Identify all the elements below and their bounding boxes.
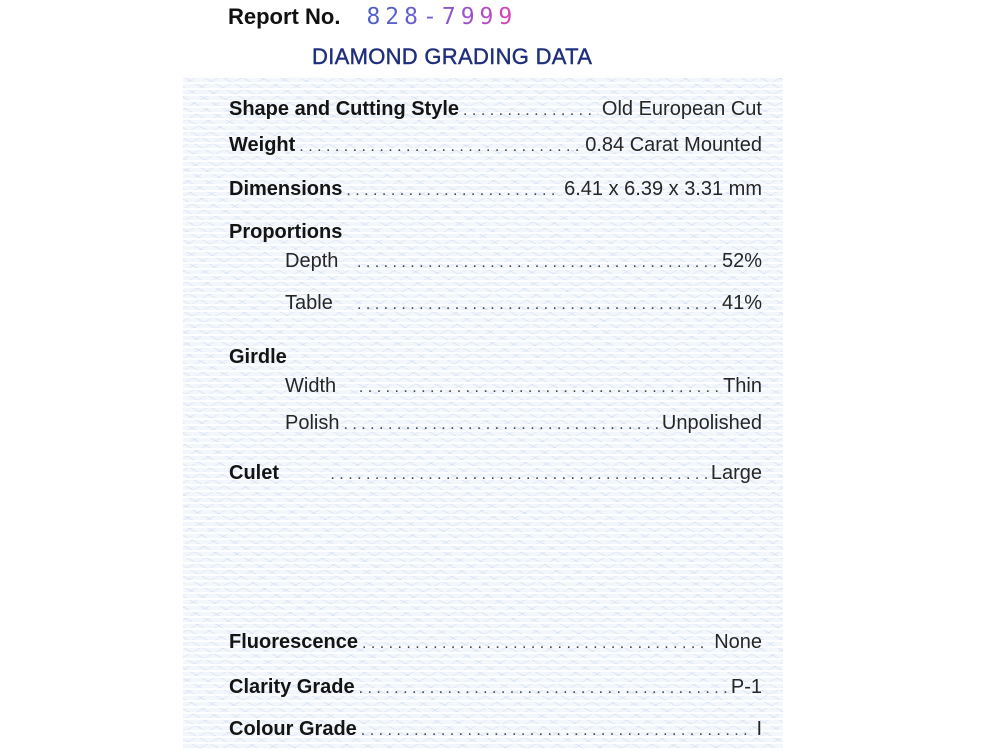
leader-dots — [346, 179, 560, 203]
culet-value: Large — [710, 462, 762, 484]
weight-value: 0.84 Carat Mounted — [585, 134, 762, 156]
shape-label: Shape and Cutting Style — [229, 98, 460, 120]
depth-row — [285, 249, 762, 275]
leader-dots — [299, 135, 581, 159]
proportions-heading: Proportions — [229, 221, 343, 243]
weight-row — [229, 133, 762, 159]
leader-dots — [463, 99, 598, 123]
width-label: Width — [285, 375, 337, 397]
dimensions-label: Dimensions — [229, 178, 343, 200]
leader-dots — [359, 677, 727, 701]
leader-dots — [357, 251, 718, 275]
dimensions-value: 6.41 x 6.39 x 3.31 mm — [564, 178, 762, 200]
leader-dots — [330, 463, 706, 487]
table-label: Table — [285, 292, 333, 314]
fluorescence-label: Fluorescence — [229, 631, 358, 653]
report-number-label: Report No. — [228, 4, 341, 29]
clarity-value: P-1 — [730, 676, 762, 698]
colour-value: I — [756, 718, 762, 740]
shape-row — [229, 97, 762, 123]
girdle-heading: Girdle — [229, 346, 287, 368]
weight-label: Weight — [229, 134, 296, 156]
width-value: Thin — [723, 375, 762, 397]
report-number-value: 828-7999 — [366, 4, 518, 30]
leader-dots — [343, 413, 657, 437]
fluorescence-row — [229, 630, 762, 656]
section-title: DIAMOND GRADING DATA — [312, 44, 593, 69]
polish-row — [285, 411, 762, 437]
fluorescence-value: None — [714, 631, 762, 653]
table-row — [285, 291, 762, 317]
colour-label: Colour Grade — [229, 718, 357, 740]
colour-row — [229, 717, 762, 743]
culet-label: Culet — [229, 462, 279, 484]
leader-dots — [359, 376, 719, 400]
leader-dots — [362, 632, 710, 656]
width-row — [285, 374, 762, 400]
dimensions-row — [229, 177, 762, 203]
leader-dots — [357, 293, 718, 317]
depth-value: 52% — [721, 250, 762, 272]
polish-value: Unpolished — [661, 412, 762, 434]
shape-value: Old European Cut — [601, 98, 762, 120]
polish-label: Polish — [285, 412, 340, 434]
leader-dots — [361, 719, 753, 743]
report-header — [228, 4, 517, 36]
clarity-row — [229, 675, 762, 701]
culet-row — [229, 461, 762, 487]
table-value: 41% — [721, 292, 762, 314]
depth-label: Depth — [285, 250, 339, 272]
clarity-label: Clarity Grade — [229, 676, 355, 698]
